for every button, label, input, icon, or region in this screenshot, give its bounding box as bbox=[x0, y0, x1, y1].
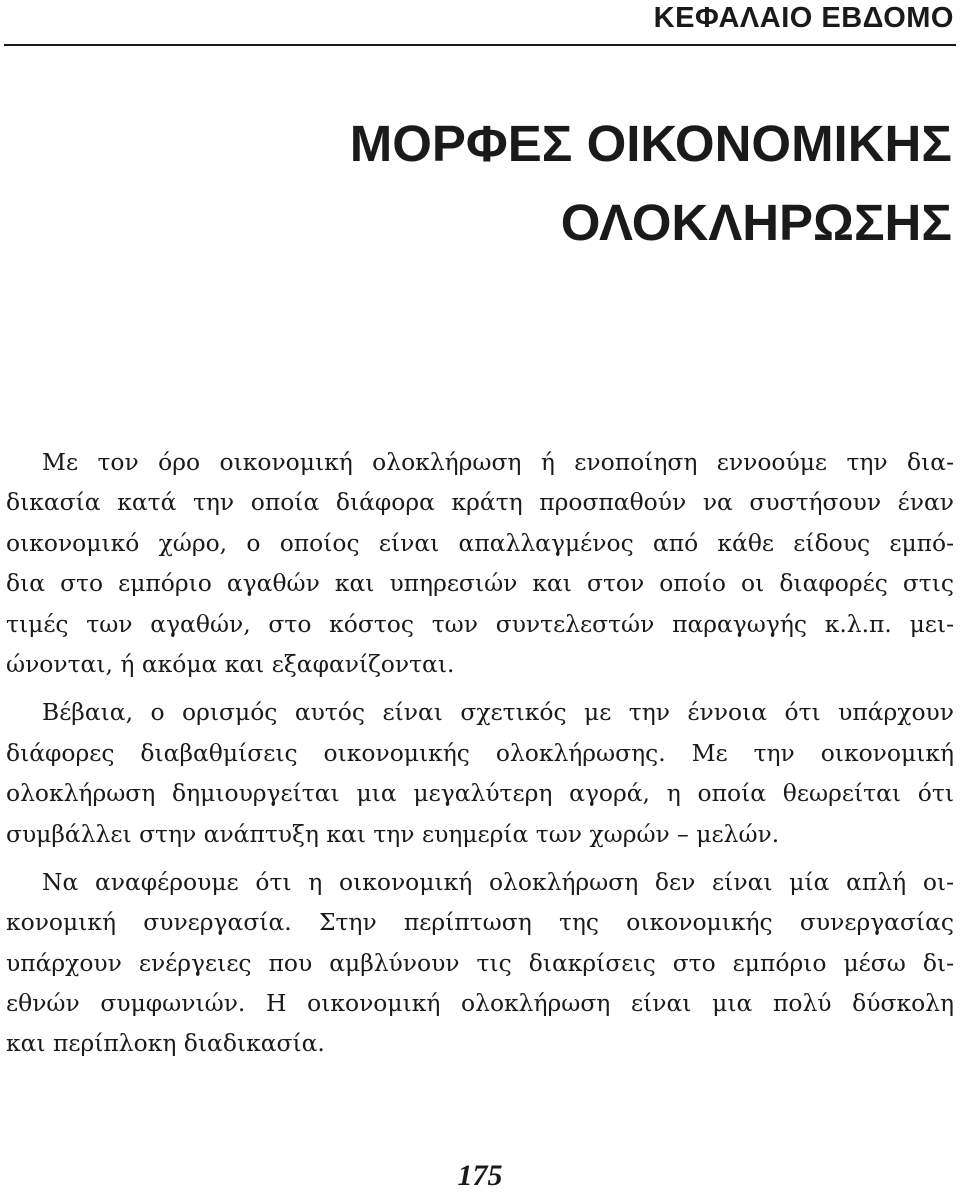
chapter-title bbox=[52, 104, 952, 262]
text-line: εθνών συμφωνιών. Η οικονομική ολοκλήρωση είναι μια πολύ δύσκολη bbox=[6, 989, 954, 1018]
paragraph-2 bbox=[6, 692, 954, 854]
running-head: ΚΕΦΑΛΑΙΟ ΕΒΔΟΜΟ bbox=[653, 2, 954, 34]
text-line: ολοκλήρωση δημιουργείται μια μεγαλύτερη αγορά, η οποία θεωρείται ότι bbox=[6, 779, 954, 808]
text-line: δια στο εμπόριο αγαθών και υπηρεσιών και στον οποίο οι διαφορές στις bbox=[6, 569, 954, 598]
text-line: δικασία κατά την οποία διάφορα κράτη προσπαθούν να συστήσουν έναν bbox=[6, 488, 954, 517]
text-line: συμβάλλει στην ανάπτυξη και την ευημερία των χωρών – μελών. bbox=[6, 819, 780, 848]
text-line: Να αναφέρουμε ότι η οικονομική ολοκλήρωση δεν είναι μία απλή οι- bbox=[42, 867, 954, 896]
page-number: 175 bbox=[457, 1159, 503, 1192]
paragraph-3 bbox=[6, 862, 954, 1064]
chapter-title-line-1: ΜΟΡΦΕΣ ΟΙΚΟΝΟΜΙΚΗΣ bbox=[349, 115, 952, 172]
text-line: Βέβαια, ο ορισμός αυτός είναι σχετικός με την έννοια ότι υπάρχουν bbox=[42, 698, 954, 727]
text-line: διάφορες διαβαθμίσεις οικονομικής ολοκλήρωσης. Με την οικονομική bbox=[6, 738, 954, 767]
text-line: τιμές των αγαθών, στο κόστος των συντελεστών παραγωγής κ.λ.π. μει- bbox=[6, 609, 954, 638]
text-line: ώνονται, ή ακόμα και εξαφανίζονται. bbox=[6, 649, 455, 678]
body-text bbox=[6, 442, 954, 1072]
text-line: Με τον όρο οικονομική ολοκλήρωση ή ενοποίηση εννοούμε την δια- bbox=[42, 448, 954, 476]
text-line: οικονομικό χώρο, ο οποίος είναι απαλλαγμένος από κάθε είδους εμπό- bbox=[6, 528, 954, 557]
chapter-title-line-2: ΟΛΟΚΛΗΡΩΣΗΣ bbox=[560, 194, 952, 251]
paragraph-1 bbox=[6, 442, 954, 684]
text-line: κονομική συνεργασία. Στην περίπτωση της οικονομικής συνεργασίας bbox=[6, 908, 954, 937]
text-line: υπάρχουν ενέργειες που αμβλύνουν τις διακρίσεις στο εμπόριο μέσω δι- bbox=[6, 948, 954, 977]
text-line: και περίπλοκη διαδικασία. bbox=[6, 1029, 325, 1058]
header-rule bbox=[4, 44, 956, 46]
